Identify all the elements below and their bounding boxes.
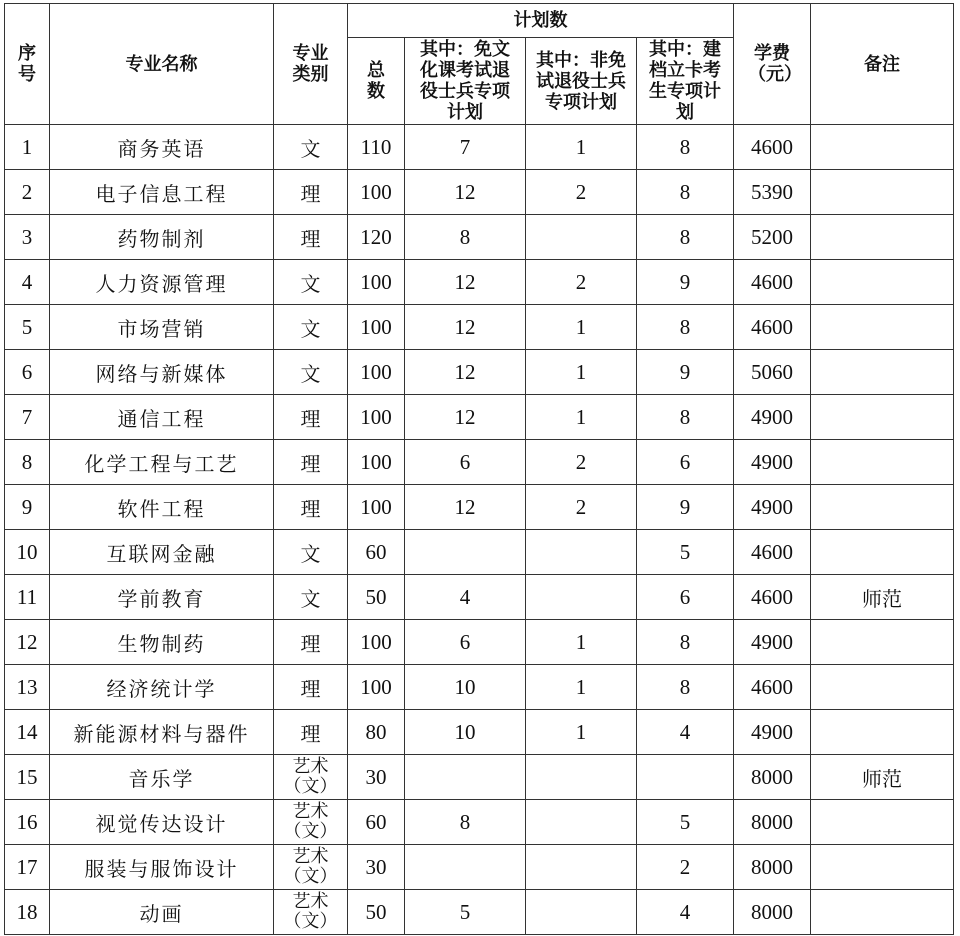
row-veteran-exempt-plan: 10 <box>405 665 526 710</box>
row-total: 100 <box>348 260 405 305</box>
row-total: 100 <box>348 620 405 665</box>
row-poverty-plan: 8 <box>637 665 734 710</box>
table-body <box>5 125 954 935</box>
row-note <box>811 485 954 530</box>
row-total: 50 <box>348 575 405 620</box>
row-total: 100 <box>348 395 405 440</box>
row-major-name: 互联网金融 <box>50 530 274 575</box>
row-veteran-exempt-plan: 4 <box>405 575 526 620</box>
row-tuition: 8000 <box>734 890 811 935</box>
row-category: 文 <box>274 305 348 350</box>
row-index: 17 <box>5 845 50 890</box>
row-veteran-nonexempt-plan <box>526 530 637 575</box>
header-sub3: 其中：建档立卡考生专项计划 <box>637 38 734 125</box>
row-index: 15 <box>5 755 50 800</box>
row-veteran-nonexempt-plan: 2 <box>526 485 637 530</box>
row-tuition: 4600 <box>734 575 811 620</box>
row-veteran-exempt-plan: 12 <box>405 395 526 440</box>
table-row <box>5 395 954 440</box>
row-index: 12 <box>5 620 50 665</box>
row-major-name: 电子信息工程 <box>50 170 274 215</box>
row-veteran-exempt-plan: 5 <box>405 890 526 935</box>
row-veteran-exempt-plan: 12 <box>405 260 526 305</box>
row-tuition: 4900 <box>734 620 811 665</box>
row-category: 艺术（文） <box>274 755 348 800</box>
row-poverty-plan: 8 <box>637 305 734 350</box>
header-category: 专业类别 <box>274 4 348 125</box>
row-category: 理 <box>274 440 348 485</box>
table-row <box>5 260 954 305</box>
row-veteran-exempt-plan: 12 <box>405 350 526 395</box>
header-index: 序号 <box>5 4 50 125</box>
row-poverty-plan: 9 <box>637 485 734 530</box>
header-plan: 计划数 <box>348 4 734 38</box>
row-category: 文 <box>274 575 348 620</box>
row-note <box>811 215 954 260</box>
row-tuition: 4900 <box>734 440 811 485</box>
row-poverty-plan: 8 <box>637 215 734 260</box>
row-tuition: 8000 <box>734 755 811 800</box>
row-poverty-plan: 4 <box>637 890 734 935</box>
row-index: 11 <box>5 575 50 620</box>
row-poverty-plan: 4 <box>637 710 734 755</box>
row-category: 理 <box>274 710 348 755</box>
row-note <box>811 845 954 890</box>
row-tuition: 4900 <box>734 395 811 440</box>
row-veteran-nonexempt-plan <box>526 755 637 800</box>
table-row <box>5 755 954 800</box>
table-row <box>5 710 954 755</box>
row-note <box>811 890 954 935</box>
row-veteran-nonexempt-plan: 2 <box>526 260 637 305</box>
row-category: 艺术（文） <box>274 890 348 935</box>
table-row <box>5 440 954 485</box>
table-row <box>5 170 954 215</box>
row-veteran-exempt-plan: 12 <box>405 305 526 350</box>
row-note <box>811 710 954 755</box>
row-note <box>811 620 954 665</box>
row-major-name: 动画 <box>50 890 274 935</box>
row-note <box>811 665 954 710</box>
row-major-name: 网络与新媒体 <box>50 350 274 395</box>
row-tuition: 5200 <box>734 215 811 260</box>
row-veteran-exempt-plan: 8 <box>405 215 526 260</box>
row-total: 100 <box>348 170 405 215</box>
table-row <box>5 575 954 620</box>
row-index: 14 <box>5 710 50 755</box>
row-index: 9 <box>5 485 50 530</box>
row-index: 2 <box>5 170 50 215</box>
row-veteran-exempt-plan: 12 <box>405 170 526 215</box>
row-veteran-nonexempt-plan <box>526 575 637 620</box>
row-veteran-exempt-plan <box>405 755 526 800</box>
row-veteran-exempt-plan <box>405 530 526 575</box>
row-major-name: 新能源材料与器件 <box>50 710 274 755</box>
row-major-name: 服装与服饰设计 <box>50 845 274 890</box>
row-poverty-plan: 8 <box>637 125 734 170</box>
row-index: 18 <box>5 890 50 935</box>
row-index: 5 <box>5 305 50 350</box>
enrollment-plan-table <box>4 3 954 935</box>
row-veteran-nonexempt-plan <box>526 890 637 935</box>
row-veteran-nonexempt-plan: 1 <box>526 125 637 170</box>
row-category: 艺术（文） <box>274 845 348 890</box>
row-index: 3 <box>5 215 50 260</box>
row-tuition: 4600 <box>734 260 811 305</box>
row-veteran-exempt-plan: 6 <box>405 620 526 665</box>
row-total: 60 <box>348 530 405 575</box>
table-row <box>5 665 954 710</box>
row-note <box>811 305 954 350</box>
row-poverty-plan: 8 <box>637 395 734 440</box>
row-major-name: 视觉传达设计 <box>50 800 274 845</box>
row-total: 100 <box>348 665 405 710</box>
row-major-name: 通信工程 <box>50 395 274 440</box>
table-row <box>5 800 954 845</box>
row-total: 100 <box>348 305 405 350</box>
row-total: 120 <box>348 215 405 260</box>
row-veteran-nonexempt-plan: 1 <box>526 710 637 755</box>
table-row <box>5 890 954 935</box>
row-poverty-plan: 6 <box>637 440 734 485</box>
row-category: 理 <box>274 665 348 710</box>
row-total: 100 <box>348 350 405 395</box>
row-major-name: 市场营销 <box>50 305 274 350</box>
row-note: 师范 <box>811 575 954 620</box>
row-poverty-plan: 5 <box>637 530 734 575</box>
table-row <box>5 485 954 530</box>
row-index: 8 <box>5 440 50 485</box>
row-tuition: 4600 <box>734 665 811 710</box>
row-tuition: 4600 <box>734 305 811 350</box>
row-veteran-nonexempt-plan: 1 <box>526 620 637 665</box>
row-tuition: 8000 <box>734 845 811 890</box>
row-index: 6 <box>5 350 50 395</box>
row-total: 110 <box>348 125 405 170</box>
row-total: 30 <box>348 845 405 890</box>
table-row <box>5 350 954 395</box>
row-total: 50 <box>348 890 405 935</box>
row-tuition: 4600 <box>734 125 811 170</box>
row-category: 艺术（文） <box>274 800 348 845</box>
row-tuition: 4900 <box>734 710 811 755</box>
row-veteran-nonexempt-plan: 1 <box>526 395 637 440</box>
table-row <box>5 530 954 575</box>
header-name: 专业名称 <box>50 4 274 125</box>
row-major-name: 学前教育 <box>50 575 274 620</box>
row-poverty-plan <box>637 755 734 800</box>
row-total: 100 <box>348 440 405 485</box>
row-category: 理 <box>274 485 348 530</box>
row-category: 理 <box>274 620 348 665</box>
row-poverty-plan: 5 <box>637 800 734 845</box>
header-sub1: 其中：免文化课考试退役士兵专项计划 <box>405 38 526 125</box>
row-category: 文 <box>274 260 348 305</box>
header-total: 总数 <box>348 38 405 125</box>
row-index: 16 <box>5 800 50 845</box>
row-veteran-exempt-plan: 6 <box>405 440 526 485</box>
row-major-name: 人力资源管理 <box>50 260 274 305</box>
row-veteran-nonexempt-plan <box>526 215 637 260</box>
row-veteran-exempt-plan: 7 <box>405 125 526 170</box>
row-veteran-exempt-plan: 8 <box>405 800 526 845</box>
row-note <box>811 440 954 485</box>
row-major-name: 经济统计学 <box>50 665 274 710</box>
row-index: 10 <box>5 530 50 575</box>
row-major-name: 生物制药 <box>50 620 274 665</box>
row-tuition: 5060 <box>734 350 811 395</box>
row-tuition: 4900 <box>734 485 811 530</box>
row-veteran-nonexempt-plan: 1 <box>526 665 637 710</box>
row-note <box>811 800 954 845</box>
row-major-name: 商务英语 <box>50 125 274 170</box>
row-poverty-plan: 6 <box>637 575 734 620</box>
row-note <box>811 170 954 215</box>
row-note <box>811 350 954 395</box>
row-index: 7 <box>5 395 50 440</box>
table-row <box>5 125 954 170</box>
row-index: 4 <box>5 260 50 305</box>
row-major-name: 软件工程 <box>50 485 274 530</box>
row-total: 30 <box>348 755 405 800</box>
table-row <box>5 620 954 665</box>
row-poverty-plan: 2 <box>637 845 734 890</box>
row-veteran-nonexempt-plan <box>526 800 637 845</box>
row-major-name: 药物制剂 <box>50 215 274 260</box>
row-major-name: 化学工程与工艺 <box>50 440 274 485</box>
header-note: 备注 <box>811 4 954 125</box>
row-major-name: 音乐学 <box>50 755 274 800</box>
row-tuition: 4600 <box>734 530 811 575</box>
row-category: 文 <box>274 530 348 575</box>
row-note <box>811 260 954 305</box>
row-veteran-nonexempt-plan <box>526 845 637 890</box>
row-total: 60 <box>348 800 405 845</box>
row-category: 文 <box>274 125 348 170</box>
header-sub2: 其中：非免试退役士兵专项计划 <box>526 38 637 125</box>
header-tuition: 学费（元） <box>734 4 811 125</box>
row-veteran-nonexempt-plan: 2 <box>526 170 637 215</box>
row-veteran-exempt-plan: 10 <box>405 710 526 755</box>
row-note <box>811 530 954 575</box>
row-index: 13 <box>5 665 50 710</box>
table-row <box>5 215 954 260</box>
row-veteran-exempt-plan: 12 <box>405 485 526 530</box>
row-poverty-plan: 9 <box>637 260 734 305</box>
table-row <box>5 845 954 890</box>
row-veteran-exempt-plan <box>405 845 526 890</box>
row-category: 文 <box>274 350 348 395</box>
row-veteran-nonexempt-plan: 2 <box>526 440 637 485</box>
row-note <box>811 395 954 440</box>
row-category: 理 <box>274 395 348 440</box>
row-total: 100 <box>348 485 405 530</box>
row-veteran-nonexempt-plan: 1 <box>526 350 637 395</box>
row-poverty-plan: 9 <box>637 350 734 395</box>
row-tuition: 8000 <box>734 800 811 845</box>
row-poverty-plan: 8 <box>637 620 734 665</box>
row-poverty-plan: 8 <box>637 170 734 215</box>
row-note <box>811 125 954 170</box>
row-note: 师范 <box>811 755 954 800</box>
row-tuition: 5390 <box>734 170 811 215</box>
row-veteran-nonexempt-plan: 1 <box>526 305 637 350</box>
row-category: 理 <box>274 170 348 215</box>
table-row <box>5 305 954 350</box>
row-total: 80 <box>348 710 405 755</box>
row-index: 1 <box>5 125 50 170</box>
row-category: 理 <box>274 215 348 260</box>
